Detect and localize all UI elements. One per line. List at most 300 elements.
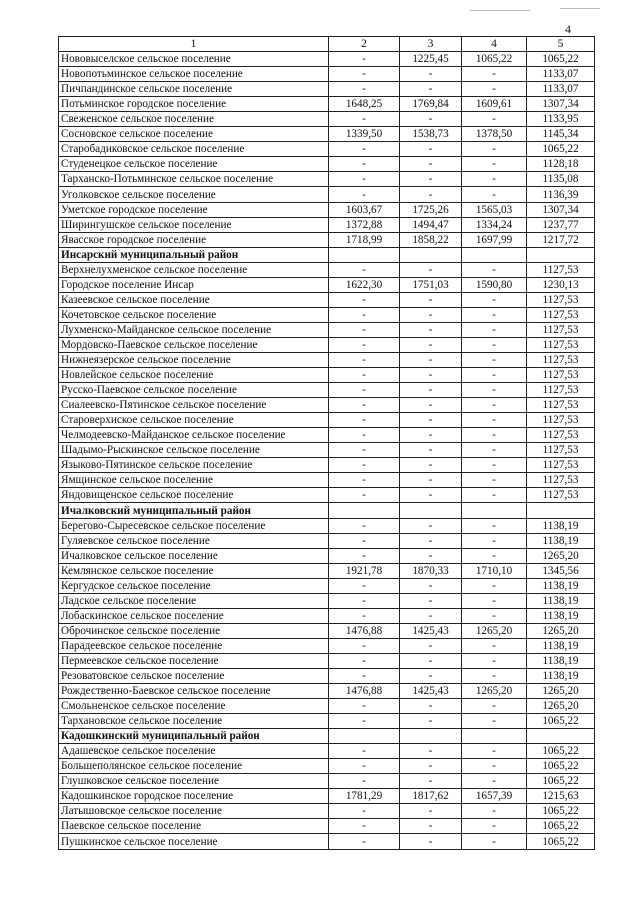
- value-cell-2: -: [329, 533, 400, 548]
- value-cell-5: 1127,53: [527, 262, 595, 277]
- value-cell-5: 1127,53: [527, 458, 595, 473]
- table-row: [59, 834, 595, 849]
- settlement-name-cell: Уголковское сельское поселение: [59, 187, 329, 202]
- section-row: [59, 729, 595, 744]
- value-cell-3: -: [400, 337, 462, 352]
- table-row: [59, 217, 595, 232]
- value-cell-2: -: [329, 172, 400, 187]
- value-cell-3: -: [400, 292, 462, 307]
- value-cell-4: -: [462, 834, 527, 849]
- value-cell-2: -: [329, 322, 400, 337]
- value-cell-5: 1345,56: [527, 563, 595, 578]
- value-cell-3: -: [400, 638, 462, 653]
- value-cell-5: 1065,22: [527, 142, 595, 157]
- settlement-name-cell: Казеевское сельское поселение: [59, 292, 329, 307]
- value-cell-4: -: [462, 398, 527, 413]
- value-cell-5: 1065,22: [527, 834, 595, 849]
- value-cell-2: -: [329, 819, 400, 834]
- value-cell-5: 1127,53: [527, 322, 595, 337]
- value-cell-4: -: [462, 774, 527, 789]
- value-cell-4: 1710,10: [462, 563, 527, 578]
- value-cell-3: 1751,03: [400, 277, 462, 292]
- value-cell-5: 1133,07: [527, 82, 595, 97]
- settlement-name-cell: Ладское сельское поселение: [59, 593, 329, 608]
- value-cell-5: 1265,20: [527, 623, 595, 638]
- value-cell-3: -: [400, 157, 462, 172]
- settlement-name-cell: Староверхиское сельское поселение: [59, 413, 329, 428]
- settlement-name-cell: Пермеевское сельское поселение: [59, 653, 329, 668]
- value-cell-5: 1138,19: [527, 533, 595, 548]
- section-row: [59, 503, 595, 518]
- value-cell-3: -: [400, 473, 462, 488]
- value-cell-4: -: [462, 428, 527, 443]
- table-row: [59, 623, 595, 638]
- value-cell-5: 1133,95: [527, 112, 595, 127]
- value-cell-4: -: [462, 518, 527, 533]
- value-cell-5: 1127,53: [527, 428, 595, 443]
- value-cell-5: 1128,18: [527, 157, 595, 172]
- value-cell-5: 1265,20: [527, 684, 595, 699]
- table-row: [59, 172, 595, 187]
- settlement-name-cell: Явасское городское поселение: [59, 232, 329, 247]
- value-cell-3: -: [400, 383, 462, 398]
- value-cell-2: -: [329, 699, 400, 714]
- table-row: [59, 428, 595, 443]
- value-cell-3: -: [400, 653, 462, 668]
- value-cell-4: -: [462, 337, 527, 352]
- value-cell-3: -: [400, 112, 462, 127]
- value-cell-2: -: [329, 307, 400, 322]
- value-cell-4: -: [462, 608, 527, 623]
- value-cell-5: 1127,53: [527, 352, 595, 367]
- value-cell-3: -: [400, 759, 462, 774]
- table-row: [59, 653, 595, 668]
- value-cell-3: -: [400, 352, 462, 367]
- value-cell-3: -: [400, 593, 462, 608]
- settlement-name-cell: Сосновское сельское поселение: [59, 127, 329, 142]
- value-cell-3: 1538,73: [400, 127, 462, 142]
- value-cell-4: -: [462, 157, 527, 172]
- value-cell-2: 1339,50: [329, 127, 400, 142]
- table-row: [59, 232, 595, 247]
- settlement-name-cell: Уметское городское поселение: [59, 202, 329, 217]
- value-cell-2: -: [329, 759, 400, 774]
- value-cell-2: 1476,88: [329, 623, 400, 638]
- value-cell-3: -: [400, 804, 462, 819]
- section-row: [59, 247, 595, 262]
- settlement-name-cell: Ичалковский муниципальный район: [59, 503, 329, 518]
- value-cell-5: 1138,19: [527, 653, 595, 668]
- value-cell-3: [400, 503, 462, 518]
- settlement-name-cell: Мордовско-Паевское сельское поселение: [59, 337, 329, 352]
- value-cell-4: -: [462, 67, 527, 82]
- value-cell-2: -: [329, 473, 400, 488]
- table-row: [59, 518, 595, 533]
- value-cell-4: -: [462, 714, 527, 729]
- table-row: [59, 368, 595, 383]
- value-cell-2: -: [329, 368, 400, 383]
- value-cell-2: -: [329, 157, 400, 172]
- value-cell-2: -: [329, 578, 400, 593]
- value-cell-2: [329, 729, 400, 744]
- value-cell-2: 1622,30: [329, 277, 400, 292]
- settlement-name-cell: Глушковское сельское поселение: [59, 774, 329, 789]
- value-cell-3: -: [400, 262, 462, 277]
- value-cell-4: 1565,03: [462, 202, 527, 217]
- value-cell-4: -: [462, 383, 527, 398]
- table-row: [59, 307, 595, 322]
- value-cell-3: -: [400, 187, 462, 202]
- value-cell-2: -: [329, 593, 400, 608]
- value-cell-2: 1648,25: [329, 97, 400, 112]
- table-row: [59, 578, 595, 593]
- value-cell-3: -: [400, 668, 462, 683]
- value-cell-2: 1603,67: [329, 202, 400, 217]
- table-row: [59, 352, 595, 367]
- value-cell-5: 1065,22: [527, 804, 595, 819]
- table-row: [59, 443, 595, 458]
- value-cell-3: 1425,43: [400, 684, 462, 699]
- value-cell-5: 1215,63: [527, 789, 595, 804]
- value-cell-2: -: [329, 337, 400, 352]
- settlement-name-cell: Пичпандинское сельское поселение: [59, 82, 329, 97]
- value-cell-4: 1378,50: [462, 127, 527, 142]
- value-cell-5: 1133,07: [527, 67, 595, 82]
- value-cell-4: -: [462, 368, 527, 383]
- table-row: [59, 202, 595, 217]
- table-row: [59, 413, 595, 428]
- settlement-name-cell: Гуляевское сельское поселение: [59, 533, 329, 548]
- settlement-name-cell: Кадошкинский муниципальный район: [59, 729, 329, 744]
- settlement-name-cell: Верхнелухменское сельское поселение: [59, 262, 329, 277]
- settlement-name-cell: Пушкинское сельское поселение: [59, 834, 329, 849]
- value-cell-2: [329, 503, 400, 518]
- value-cell-2: -: [329, 488, 400, 503]
- settlement-name-cell: Лухменско-Майданское сельское поселение: [59, 322, 329, 337]
- settlement-name-cell: Кочетовское сельское поселение: [59, 307, 329, 322]
- value-cell-5: 1230,13: [527, 277, 595, 292]
- value-cell-2: -: [329, 443, 400, 458]
- header-cell: 4: [462, 37, 527, 52]
- settlement-name-cell: Кадошкинское городское поселение: [59, 789, 329, 804]
- value-cell-4: -: [462, 668, 527, 683]
- value-cell-4: 1609,61: [462, 97, 527, 112]
- value-cell-3: 1425,43: [400, 623, 462, 638]
- value-cell-5: 1307,34: [527, 202, 595, 217]
- header-cell: 5: [527, 37, 595, 52]
- scan-noise: [470, 10, 530, 11]
- value-cell-5: 1127,53: [527, 307, 595, 322]
- table-row: [59, 593, 595, 608]
- tariff-table: [58, 36, 595, 850]
- scan-noise: [560, 8, 600, 9]
- settlement-name-cell: Смольненское сельское поселение: [59, 699, 329, 714]
- value-cell-4: -: [462, 142, 527, 157]
- value-cell-3: 1725,26: [400, 202, 462, 217]
- value-cell-5: 1138,19: [527, 668, 595, 683]
- value-cell-2: -: [329, 262, 400, 277]
- value-cell-4: -: [462, 548, 527, 563]
- value-cell-3: -: [400, 142, 462, 157]
- value-cell-2: -: [329, 383, 400, 398]
- value-cell-4: -: [462, 458, 527, 473]
- value-cell-3: -: [400, 744, 462, 759]
- value-cell-4: -: [462, 307, 527, 322]
- value-cell-5: 1127,53: [527, 337, 595, 352]
- table-row: [59, 398, 595, 413]
- value-cell-4: -: [462, 488, 527, 503]
- table-row: [59, 127, 595, 142]
- value-cell-2: -: [329, 413, 400, 428]
- settlement-name-cell: Латышовское сельское поселение: [59, 804, 329, 819]
- value-cell-5: [527, 503, 595, 518]
- settlement-name-cell: Нововыселское сельское поселение: [59, 52, 329, 67]
- value-cell-2: -: [329, 638, 400, 653]
- settlement-name-cell: Потьминское городское поселение: [59, 97, 329, 112]
- value-cell-2: 1476,88: [329, 684, 400, 699]
- value-cell-4: -: [462, 262, 527, 277]
- settlement-name-cell: Большеполянское сельское поселение: [59, 759, 329, 774]
- settlement-name-cell: Ширингушское сельское поселение: [59, 217, 329, 232]
- settlement-name-cell: Языково-Пятинское сельское поселение: [59, 458, 329, 473]
- value-cell-2: -: [329, 67, 400, 82]
- value-cell-4: [462, 503, 527, 518]
- value-cell-5: 1138,19: [527, 518, 595, 533]
- value-cell-4: -: [462, 172, 527, 187]
- value-cell-5: [527, 729, 595, 744]
- value-cell-3: 1817,62: [400, 789, 462, 804]
- settlement-name-cell: Старобадиковское сельское поселение: [59, 142, 329, 157]
- value-cell-4: -: [462, 352, 527, 367]
- table-row: [59, 473, 595, 488]
- table-row: [59, 52, 595, 67]
- value-cell-2: -: [329, 714, 400, 729]
- table-row: [59, 608, 595, 623]
- table-row: [59, 714, 595, 729]
- table-row: [59, 533, 595, 548]
- settlement-name-cell: Городское поселение Инсар: [59, 277, 329, 292]
- table-row: [59, 262, 595, 277]
- value-cell-5: 1065,22: [527, 774, 595, 789]
- value-cell-5: 1138,19: [527, 638, 595, 653]
- value-cell-2: 1921,78: [329, 563, 400, 578]
- value-cell-5: 1127,53: [527, 413, 595, 428]
- settlement-name-cell: Паевское сельское поселение: [59, 819, 329, 834]
- value-cell-4: 1265,20: [462, 684, 527, 699]
- value-cell-3: [400, 729, 462, 744]
- table-row: [59, 774, 595, 789]
- value-cell-4: -: [462, 112, 527, 127]
- value-cell-5: 1138,19: [527, 593, 595, 608]
- value-cell-5: 1065,22: [527, 744, 595, 759]
- table-row: [59, 292, 595, 307]
- value-cell-3: -: [400, 699, 462, 714]
- value-cell-3: -: [400, 428, 462, 443]
- settlement-name-cell: Адашевское сельское поселение: [59, 744, 329, 759]
- table-row: [59, 804, 595, 819]
- value-cell-4: -: [462, 413, 527, 428]
- value-cell-4: 1590,80: [462, 277, 527, 292]
- table-row: [59, 322, 595, 337]
- value-cell-3: 1769,84: [400, 97, 462, 112]
- value-cell-5: 1145,34: [527, 127, 595, 142]
- value-cell-4: -: [462, 473, 527, 488]
- value-cell-3: -: [400, 82, 462, 97]
- settlement-name-cell: Ичалковское сельское поселение: [59, 548, 329, 563]
- settlement-name-cell: Кергудское сельское поселение: [59, 578, 329, 593]
- value-cell-4: -: [462, 533, 527, 548]
- value-cell-3: -: [400, 322, 462, 337]
- value-cell-3: -: [400, 548, 462, 563]
- settlement-name-cell: Студенецкое сельское поселение: [59, 157, 329, 172]
- value-cell-3: -: [400, 398, 462, 413]
- table-row: [59, 684, 595, 699]
- value-cell-3: -: [400, 172, 462, 187]
- table-header-row: [59, 37, 595, 52]
- table-row: [59, 142, 595, 157]
- table-row: [59, 337, 595, 352]
- value-cell-2: -: [329, 398, 400, 413]
- value-cell-2: -: [329, 292, 400, 307]
- value-cell-5: 1136,39: [527, 187, 595, 202]
- value-cell-5: 1065,22: [527, 714, 595, 729]
- value-cell-5: 1138,19: [527, 578, 595, 593]
- settlement-name-cell: Лобаскинское сельское поселение: [59, 608, 329, 623]
- value-cell-3: -: [400, 443, 462, 458]
- value-cell-2: -: [329, 518, 400, 533]
- value-cell-5: [527, 247, 595, 262]
- table-row: [59, 819, 595, 834]
- value-cell-3: -: [400, 834, 462, 849]
- value-cell-4: -: [462, 744, 527, 759]
- value-cell-2: -: [329, 458, 400, 473]
- value-cell-2: -: [329, 428, 400, 443]
- value-cell-2: 1718,99: [329, 232, 400, 247]
- settlement-name-cell: Кемлянское сельское поселение: [59, 563, 329, 578]
- value-cell-2: -: [329, 774, 400, 789]
- value-cell-5: 1265,20: [527, 699, 595, 714]
- value-cell-5: 1135,08: [527, 172, 595, 187]
- value-cell-3: 1858,22: [400, 232, 462, 247]
- value-cell-4: -: [462, 82, 527, 97]
- value-cell-3: -: [400, 578, 462, 593]
- value-cell-3: -: [400, 714, 462, 729]
- settlement-name-cell: Новлейское сельское поселение: [59, 368, 329, 383]
- settlement-name-cell: Тарханско-Потьминское сельское поселение: [59, 172, 329, 187]
- table-row: [59, 488, 595, 503]
- value-cell-4: [462, 247, 527, 262]
- value-cell-4: -: [462, 699, 527, 714]
- settlement-name-cell: Свеженское сельское поселение: [59, 112, 329, 127]
- value-cell-5: 1127,53: [527, 383, 595, 398]
- value-cell-4: -: [462, 759, 527, 774]
- value-cell-3: -: [400, 413, 462, 428]
- value-cell-2: -: [329, 653, 400, 668]
- value-cell-2: [329, 247, 400, 262]
- table-row: [59, 187, 595, 202]
- settlement-name-cell: Русско-Паевское сельское поселение: [59, 383, 329, 398]
- settlement-name-cell: Резоватовское сельское поселение: [59, 668, 329, 683]
- table-row: [59, 82, 595, 97]
- value-cell-4: -: [462, 819, 527, 834]
- table-row: [59, 563, 595, 578]
- value-cell-4: -: [462, 578, 527, 593]
- value-cell-5: 1127,53: [527, 398, 595, 413]
- value-cell-4: -: [462, 443, 527, 458]
- settlement-name-cell: Рождественно-Баевское сельское поселение: [59, 684, 329, 699]
- value-cell-4: -: [462, 653, 527, 668]
- settlement-name-cell: Челмодеевско-Майданское сельское поселение: [59, 428, 329, 443]
- value-cell-3: 1225,45: [400, 52, 462, 67]
- header-cell: 3: [400, 37, 462, 52]
- value-cell-5: 1307,34: [527, 97, 595, 112]
- value-cell-3: -: [400, 774, 462, 789]
- value-cell-2: -: [329, 142, 400, 157]
- value-cell-5: 1127,53: [527, 473, 595, 488]
- value-cell-5: 1217,72: [527, 232, 595, 247]
- header-cell: 1: [59, 37, 329, 52]
- value-cell-4: -: [462, 638, 527, 653]
- table-row: [59, 383, 595, 398]
- value-cell-5: 1237,77: [527, 217, 595, 232]
- value-cell-5: 1138,19: [527, 608, 595, 623]
- value-cell-3: -: [400, 608, 462, 623]
- value-cell-3: -: [400, 307, 462, 322]
- value-cell-2: -: [329, 548, 400, 563]
- value-cell-4: 1265,20: [462, 623, 527, 638]
- table-row: [59, 157, 595, 172]
- value-cell-2: -: [329, 834, 400, 849]
- table-row: [59, 789, 595, 804]
- table-row: [59, 699, 595, 714]
- value-cell-2: -: [329, 187, 400, 202]
- settlement-name-cell: Сиалеевско-Пятинское сельское поселение: [59, 398, 329, 413]
- value-cell-5: 1065,22: [527, 759, 595, 774]
- value-cell-3: 1494,47: [400, 217, 462, 232]
- value-cell-5: 1127,53: [527, 443, 595, 458]
- table-row: [59, 548, 595, 563]
- value-cell-4: 1657,39: [462, 789, 527, 804]
- value-cell-2: 1781,29: [329, 789, 400, 804]
- value-cell-2: -: [329, 112, 400, 127]
- value-cell-4: 1065,22: [462, 52, 527, 67]
- value-cell-3: [400, 247, 462, 262]
- settlement-name-cell: Новопотьминское сельское поселение: [59, 67, 329, 82]
- table-row: [59, 277, 595, 292]
- value-cell-4: [462, 729, 527, 744]
- value-cell-5: 1065,22: [527, 52, 595, 67]
- value-cell-4: -: [462, 322, 527, 337]
- settlement-name-cell: Яндовищенское сельское поселение: [59, 488, 329, 503]
- value-cell-4: -: [462, 593, 527, 608]
- value-cell-5: 1127,53: [527, 488, 595, 503]
- table-row: [59, 759, 595, 774]
- value-cell-2: -: [329, 744, 400, 759]
- value-cell-3: -: [400, 518, 462, 533]
- table-row: [59, 67, 595, 82]
- value-cell-4: -: [462, 187, 527, 202]
- value-cell-2: -: [329, 804, 400, 819]
- settlement-name-cell: Тархановское сельское поселение: [59, 714, 329, 729]
- value-cell-3: 1870,33: [400, 563, 462, 578]
- settlement-name-cell: Парадеевское сельское поселение: [59, 638, 329, 653]
- value-cell-4: -: [462, 804, 527, 819]
- settlement-name-cell: Шадымо-Рыскинское сельское поселение: [59, 443, 329, 458]
- value-cell-2: -: [329, 608, 400, 623]
- value-cell-3: -: [400, 67, 462, 82]
- value-cell-2: -: [329, 52, 400, 67]
- value-cell-3: -: [400, 368, 462, 383]
